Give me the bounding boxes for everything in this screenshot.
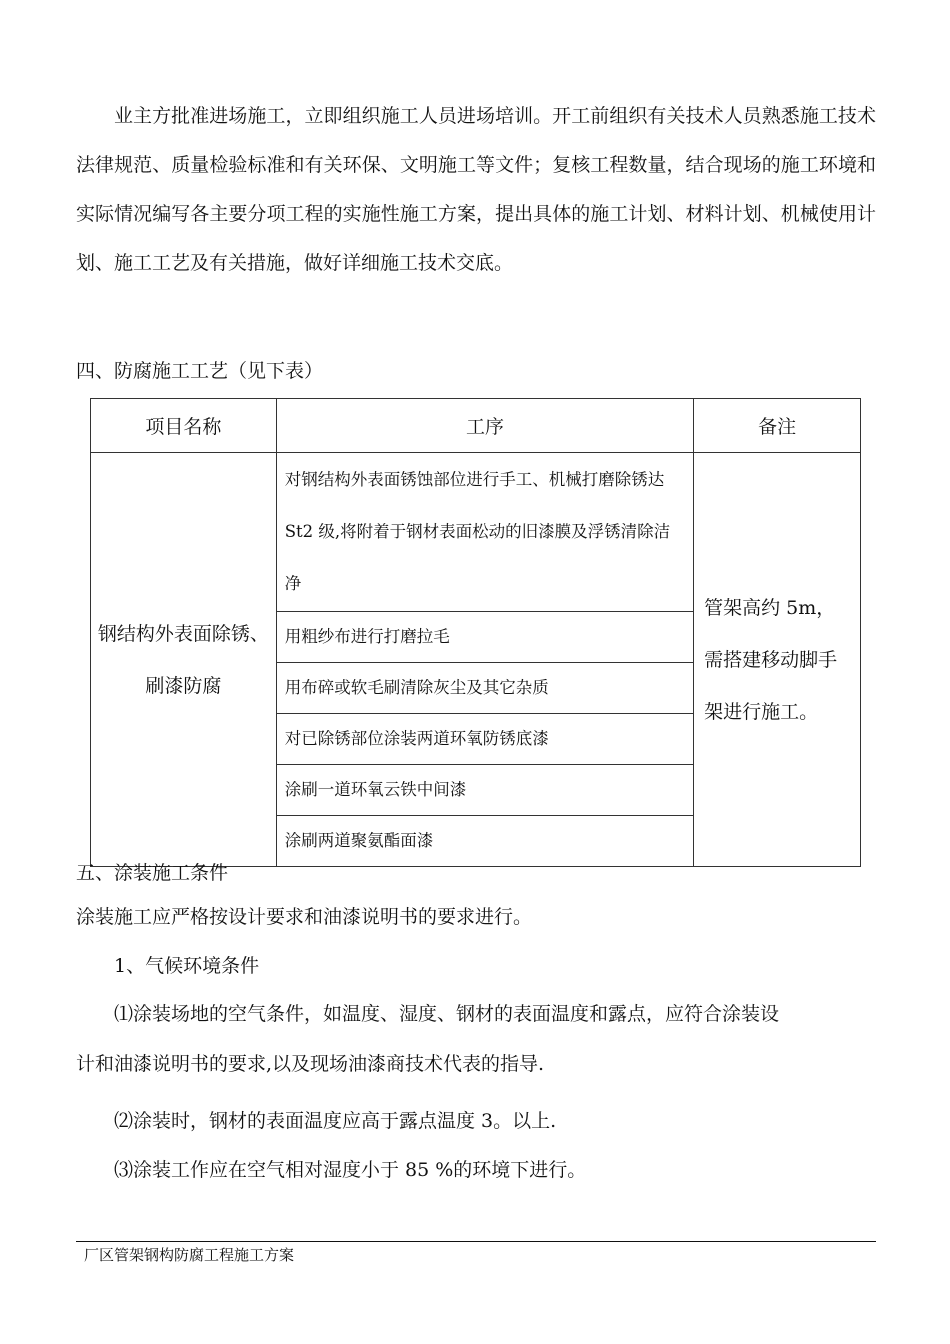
footer-divider bbox=[76, 1241, 876, 1242]
item-3: ⑶涂装工作应在空气相对湿度小于 85 %的环境下进行。 bbox=[114, 1159, 587, 1181]
section-4-title: 四、防腐施工工艺（见下表） bbox=[76, 360, 324, 382]
process-table bbox=[90, 398, 861, 867]
subsection-1-title: 1、气候环境条件 bbox=[114, 955, 260, 977]
table-header-row bbox=[91, 399, 861, 453]
process-step: 用粗纱布进行打磨拉毛 bbox=[276, 612, 693, 663]
header-process: 工序 bbox=[276, 399, 693, 453]
section-5-intro: 涂装施工应严格按设计要求和油漆说明书的要求进行。 bbox=[76, 906, 533, 928]
item-name-cell: 钢结构外表面除锈、刷漆防腐 bbox=[91, 453, 277, 867]
item-1-line-1: ⑴涂装场地的空气条件，如温度、湿度、钢材的表面温度和露点，应符合涂装设 bbox=[114, 1003, 780, 1025]
section-5-title: 五、涂装施工条件 bbox=[76, 862, 229, 884]
note-cell: 管架高约 5m，需搭建移动脚手架进行施工。 bbox=[694, 453, 861, 867]
item-2: ⑵涂装时，钢材的表面温度应高于露点温度 3。以上. bbox=[114, 1110, 557, 1132]
process-step: 对已除锈部位涂装两道环氧防锈底漆 bbox=[276, 714, 693, 765]
header-note: 备注 bbox=[694, 399, 861, 453]
item-1-line-2: 计和油漆说明书的要求,以及现场油漆商技术代表的指导. bbox=[76, 1053, 545, 1075]
header-item-name: 项目名称 bbox=[91, 399, 277, 453]
table-row bbox=[91, 453, 861, 612]
process-step: 涂刷一道环氧云铁中间漆 bbox=[276, 765, 693, 816]
process-step: 用布碎或软毛刷清除灰尘及其它杂质 bbox=[276, 663, 693, 714]
intro-paragraph: 业主方批准进场施工，立即组织施工人员进场培训。开工前组织有关技术人员熟悉施工技术法律规范、质量检验标准和有关环保、文明施工等文件；复核工程数量，结合现场的施工环境和实际情况编写各主要分项工程的实施性施工方案，提出具体的施工计划、材料计划、机械使用计划、施工工艺及有关措施，做好详细施工技术交底。 bbox=[76, 105, 876, 274]
process-step: 对钢结构外表面锈蚀部位进行手工、机械打磨除锈达 St2 级,将附着于钢材表面松动的旧漆膜及浮锈清除洁净 bbox=[276, 453, 693, 612]
page-footer: 厂区管架钢构防腐工程施工方案 bbox=[84, 1246, 295, 1264]
process-step: 涂刷两道聚氨酯面漆 bbox=[276, 816, 693, 867]
